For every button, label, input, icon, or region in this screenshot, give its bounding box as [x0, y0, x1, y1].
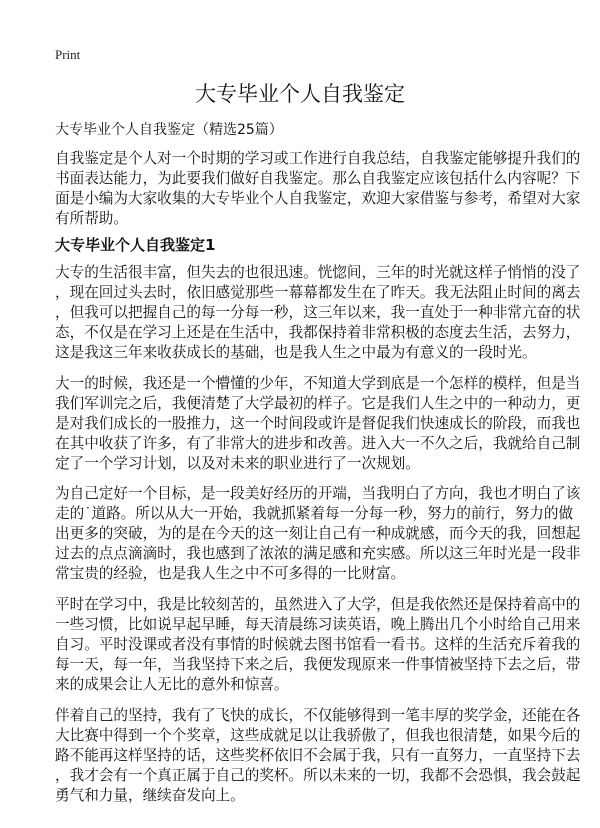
- page-title: 大专毕业个人自我鉴定: [195, 82, 405, 106]
- text-line: 勇气和力量，继续奋发向上。: [55, 787, 245, 804]
- text-line: 平时在学习中，我是比较刻苦的，虽然进入了大学，但是我依然还是保持着高中的: [55, 596, 581, 613]
- body-paragraph: [55, 374, 581, 474]
- text-line: 为自己定好一个目标，是一段美好经历的开端，当我明白了方向，我也才明白了该: [55, 485, 581, 502]
- text-line: 我们军训完之后，我便清楚了大学最初的样子。它是我们人生之中的一种动力，更: [55, 395, 581, 412]
- text-line: ，我才会有一个真正属于自己的奖杯。所以未来的一切，我都不会恐惧，我会鼓起: [55, 767, 581, 784]
- text-line: 常宝贵的经验，也是我人生之中不可多得的一比财富。: [55, 565, 406, 582]
- text-line: 自习。平时没课或者没有事情的时候就去图书馆看一看书。这样的生活充斥着我的: [55, 636, 581, 653]
- intro-paragraph: [55, 149, 581, 229]
- text-line: 来的成果会让人无比的意外和惊喜。: [55, 676, 289, 693]
- text-line: 态，不仅是在学习上还是在生活中，我都保持着非常积极的态度去生活，去努力，: [55, 324, 581, 341]
- text-line: 面是小编为大家收集的大专毕业个人自我鉴定，欢迎大家借鉴与参考，希望对大家: [55, 190, 581, 207]
- text-line: ，但我可以把握自己的每一分每一秒，这三年以来，我一直处于一种非常亢奋的状: [55, 304, 581, 321]
- section-heading: 大专毕业个人自我鉴定1: [55, 236, 216, 254]
- text-line: 在其中收获了许多，有了非常大的进步和改善。进入大一不久之后，我就给自己制: [55, 435, 581, 452]
- text-line: 自我鉴定是个人对一个时期的学习或工作进行自我总结，自我鉴定能够提升我们的: [55, 150, 581, 167]
- text-line: 书面表达能力，为此要我们做好自我鉴定。那么自我鉴定应该包括什么内容呢？下: [55, 170, 581, 187]
- text-line: 过去的点点滴滴时，我也感到了浓浓的满足感和充实感。所以这三年时光是一段非: [55, 545, 581, 562]
- text-line: 一些习惯，比如说早起早睡，每天清晨练习读英语，晚上腾出几个小时给自己用来: [55, 616, 581, 633]
- text-line: 有所帮助。: [55, 210, 128, 227]
- text-line: 伴着自己的坚持，我有了飞快的成长，不仅能够得到一笔丰厚的奖学金，还能在各: [55, 707, 581, 724]
- body-paragraph: [55, 706, 581, 806]
- text-line: 定了一个学习计划，以及对未来的职业进行了一次规划。: [55, 455, 420, 472]
- text-line: ，现在回过头去时，依旧感觉那些一幕幕都发生在了昨天。我无法阻止时间的离去: [55, 284, 581, 301]
- text-line: 出更多的突破，为的是在今天的这一刻让自己有一种成就感，而今天的我，回想起: [55, 525, 581, 542]
- text-line: 大专的生活很丰富，但失去的也很迅速。恍惚间，三年的时光就这样子悄悄的没了: [55, 264, 581, 281]
- text-line: 每一天，每一年，当我坚持下来之后，我便发现原来一件事情被坚持下去之后，带: [55, 656, 581, 673]
- subtitle: 大专毕业个人自我鉴定（精选25篇）: [55, 122, 283, 138]
- text-line: 走的˙道路。所以从大一开始，我就抓紧着每一分每一秒，努力的前行，努力的做: [55, 505, 574, 522]
- text-line: 这是我这三年来收获成长的基础，也是我人生之中最为有意义的一段时光。: [55, 344, 537, 361]
- body-paragraph: [55, 595, 581, 695]
- text-line: 大比赛中得到一个个奖章，这些成就足以让我骄傲了，但我也很清楚，如果今后的: [55, 727, 581, 744]
- print-link[interactable]: Print: [55, 47, 81, 62]
- body-paragraph: [55, 484, 581, 584]
- text-line: 路不能再这样坚持的话，这些奖杯依旧不会属于我，只有一直努力，一直坚持下去: [55, 747, 581, 764]
- text-line: 大一的时候，我还是一个懵懂的少年，不知道大学到底是一个怎样的模样，但是当: [55, 375, 581, 392]
- body-paragraph: [55, 263, 581, 363]
- text-line: 是对我们成长的一股推力，这一个时间段或许是督促我们快速成长的阶段，而我也: [55, 415, 581, 432]
